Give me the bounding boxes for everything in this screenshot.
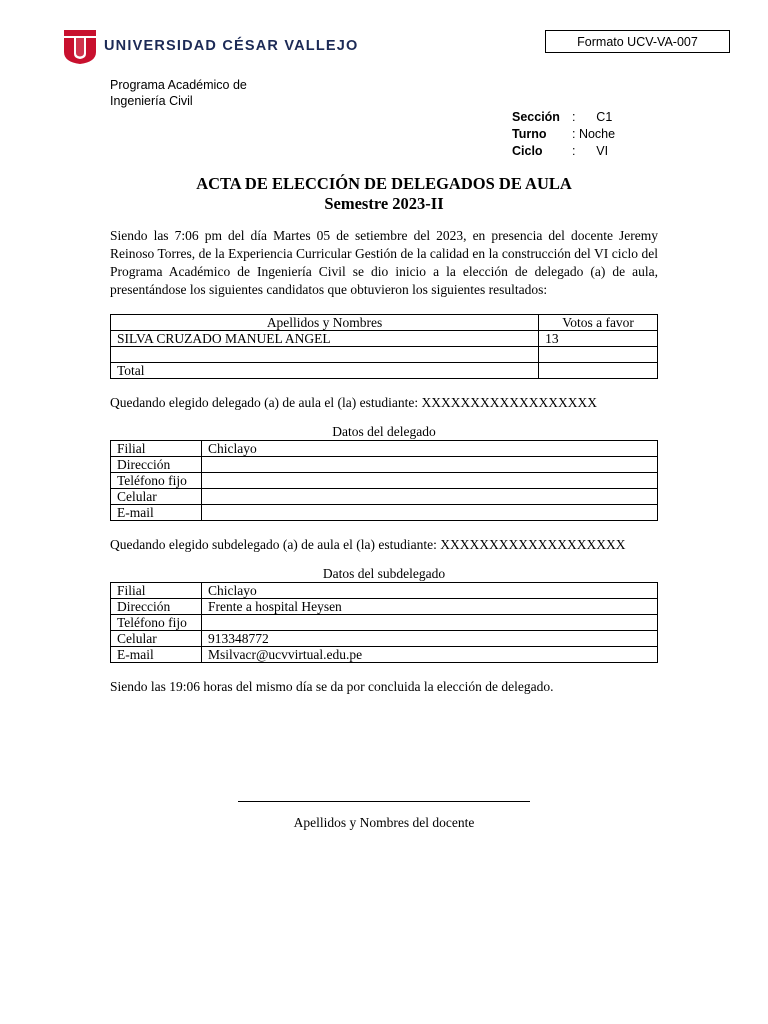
table-row — [111, 457, 658, 473]
table-row — [111, 647, 658, 663]
field-value — [201, 457, 657, 473]
field-value: Frente a hospital Heysen — [201, 599, 657, 615]
signature-line — [238, 801, 530, 802]
meta-label: Sección — [512, 110, 560, 124]
delegate-caption: Datos del delegado — [332, 424, 436, 439]
format-code-box — [545, 30, 730, 53]
table-row — [111, 441, 658, 457]
table-row — [111, 473, 658, 489]
field-label: Celular — [111, 489, 202, 505]
meta-row-seccion — [512, 109, 615, 126]
field-label: E-mail — [111, 505, 202, 521]
field-label: Celular — [111, 631, 202, 647]
university-name: UNIVERSIDAD CÉSAR VALLEJO — [104, 38, 359, 54]
format-code: Formato UCV-VA-007 — [577, 34, 698, 49]
meta-value: : VI — [572, 144, 609, 158]
candidate-name: SILVA CRUZADO MANUEL ANGEL — [111, 331, 539, 347]
field-value — [201, 505, 657, 521]
program-name — [110, 77, 247, 109]
meta-value: : Noche — [572, 127, 616, 141]
field-value — [201, 473, 657, 489]
table-row — [111, 583, 658, 599]
meta-label: Turno — [512, 127, 547, 141]
candidate-votes — [539, 347, 658, 363]
field-value: Chiclayo — [201, 441, 657, 457]
table-row — [111, 615, 658, 631]
ucv-shield-icon — [62, 28, 98, 64]
meta-row-ciclo — [512, 143, 615, 160]
intro-paragraph: Siendo las 7:06 pm del día Martes 05 de setiembre del 2023, en presencia del docente Jeremy Reinoso Torres, de la Experiencia Curricular Gestión de la calidad en la construcción del VI ciclo del Programa Académico de Ingeniería Civil se dio inicio a la elección de delegado (a) de aula, presentándose los siguientes candidatos que obtuvieron los siguientes resultados: — [110, 228, 658, 297]
table-row — [111, 489, 658, 505]
delegate-table — [110, 440, 658, 521]
header-cell: Apellidos y Nombres — [111, 315, 539, 331]
candidates-table — [110, 314, 658, 379]
field-value — [201, 489, 657, 505]
table-header-row — [111, 315, 658, 331]
field-label: Teléfono fijo — [111, 615, 202, 631]
total-value — [539, 363, 658, 379]
meta-value: : C1 — [572, 110, 613, 124]
table-row — [111, 505, 658, 521]
meta-label: Ciclo — [512, 144, 543, 158]
field-label: Dirección — [111, 457, 202, 473]
field-label: Teléfono fijo — [111, 473, 202, 489]
meta-row-turno — [512, 126, 615, 143]
field-value — [201, 615, 657, 631]
total-label: Total — [111, 363, 539, 379]
field-value: 913348772 — [201, 631, 657, 647]
delegate-sentence: Quedando elegido delegado (a) de aula el (la) estudiante: XXXXXXXXXXXXXXXXXX — [110, 395, 597, 410]
title-line-2: Semestre 2023-II — [324, 194, 444, 213]
field-label: Filial — [111, 441, 202, 457]
candidate-name — [111, 347, 539, 363]
subdelegate-sentence: Quedando elegido subdelegado (a) de aula el (la) estudiante: XXXXXXXXXXXXXXXXXXX — [110, 537, 626, 552]
field-value: Chiclayo — [201, 583, 657, 599]
program-line-1: Programa Académico de — [110, 78, 247, 92]
subdelegate-table — [110, 582, 658, 663]
field-label: E-mail — [111, 647, 202, 663]
field-label: Dirección — [111, 599, 202, 615]
document-title — [110, 174, 658, 214]
class-info — [512, 109, 615, 160]
table-row — [111, 331, 658, 347]
table-row — [111, 631, 658, 647]
table-row — [111, 347, 658, 363]
program-line-2: Ingeniería Civil — [110, 94, 193, 108]
total-row — [111, 363, 658, 379]
field-label: Filial — [111, 583, 202, 599]
university-logo — [62, 28, 359, 64]
title-line-1: ACTA DE ELECCIÓN DE DELEGADOS DE AULA — [196, 174, 572, 193]
header-cell: Votos a favor — [539, 315, 658, 331]
field-value: Msilvacr@ucvvirtual.edu.pe — [201, 647, 657, 663]
table-row — [111, 599, 658, 615]
closing-paragraph: Siendo las 19:06 horas del mismo día se da por concluida la elección de delegado. — [110, 679, 554, 694]
signature-label: Apellidos y Nombres del docente — [293, 815, 475, 830]
subdelegate-caption: Datos del subdelegado — [322, 566, 446, 581]
candidate-votes: 13 — [539, 331, 658, 347]
